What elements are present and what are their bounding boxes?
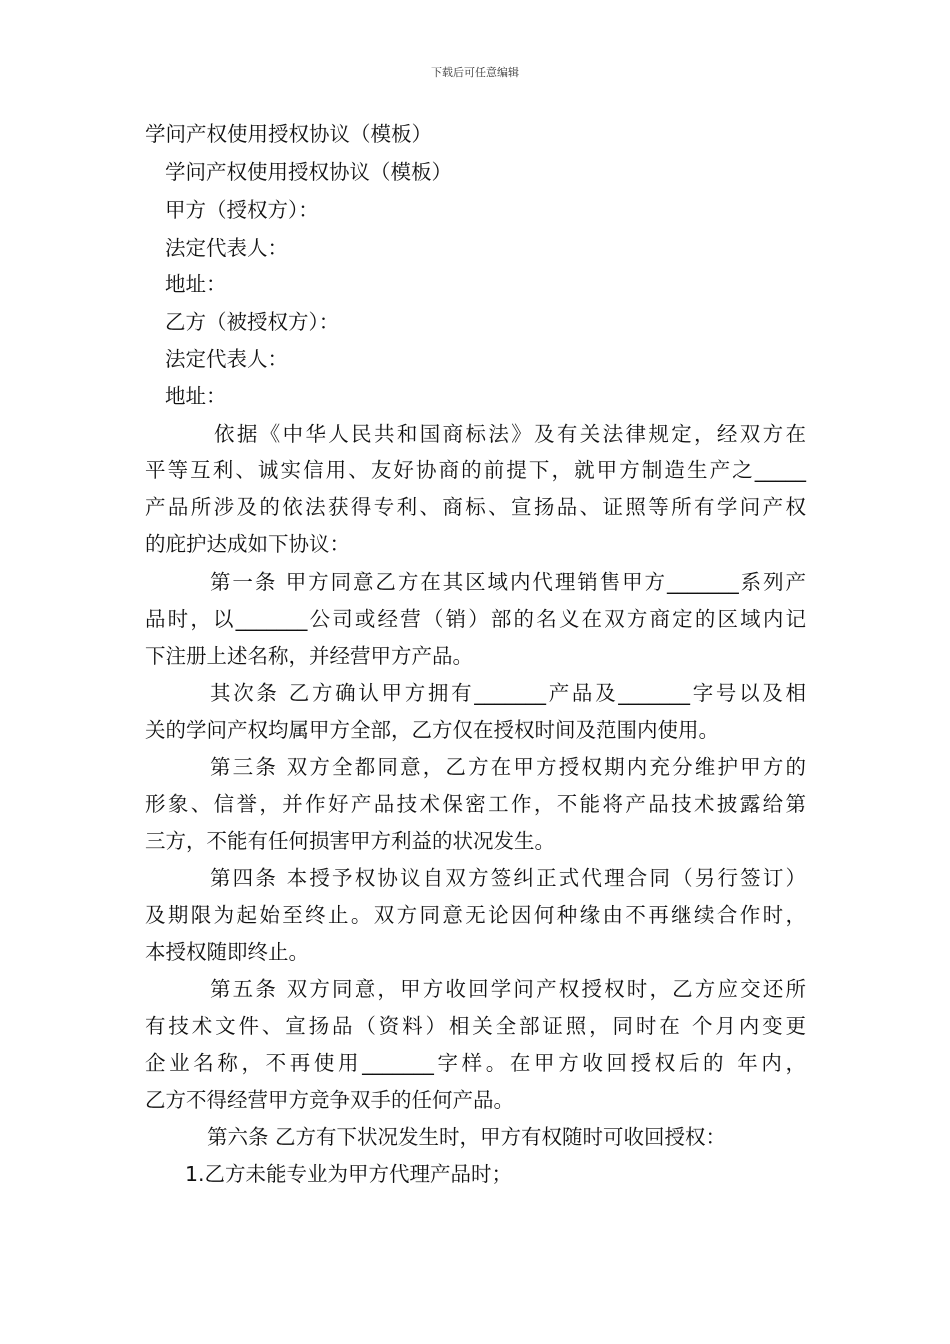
article-5-line: 有技术文件、宣扬品（资料）相关全部证照，同时在 个月内变更 — [145, 1014, 806, 1038]
list-item: 1.乙方未能专业为甲方代理产品时； — [185, 1162, 513, 1186]
article-1-line: 第一条 甲方同意乙方在其区域内代理销售甲方_______系列产 — [210, 570, 806, 594]
party-a-address: 地址： — [165, 272, 227, 296]
party-b-representative: 法定代表人： — [165, 347, 288, 371]
intro-line: 依据《中华人民共和国商标法》及有关法律规定，经双方在 — [214, 422, 806, 446]
party-a-label: 甲方（授权方）： — [165, 198, 319, 222]
article-5-line: 企业名称，不再使用_______字样。在甲方收回授权后的 年内， — [145, 1051, 806, 1075]
intro-line: 的庇护达成如下协议： — [145, 532, 350, 556]
article-3-line: 形象、信誉，并作好产品技术保密工作，不能将产品技术披露给第 — [145, 792, 806, 816]
party-b-label: 乙方（被授权方）： — [165, 310, 340, 334]
intro-line: 产品所涉及的依法获得专利、商标、宣扬品、证照等所有学问产权 — [145, 495, 806, 519]
article-6-line: 第六条 乙方有下状况发生时，甲方有权随时可收回授权： — [207, 1125, 727, 1149]
article-5-line: 乙方不得经营甲方竞争双手的任何产品。 — [145, 1088, 514, 1112]
article-3-line: 第三条 双方全都同意，乙方在甲方授权期内充分维护甲方的 — [210, 755, 806, 779]
article-2-line: 关的学问产权均属甲方全部，乙方仅在授权时间及范围内使用。 — [145, 718, 719, 742]
page-header: 下载后可任意编辑 — [431, 66, 519, 79]
article-2-line: 其次条 乙方确认甲方拥有_______产品及_______字号以及相 — [210, 681, 806, 705]
article-3-line: 三方，不能有任何损害甲方利益的状况发生。 — [145, 829, 555, 853]
article-4-line: 及期限为起始至终止。双方同意无论因何种缘由不再继续合作时， — [145, 903, 806, 927]
article-1-line: 品时，以_______公司或经营（销）部的名义在双方商定的区域内记 — [145, 607, 806, 631]
article-5-line: 第五条 双方同意，甲方收回学问产权授权时，乙方应交还所 — [210, 977, 806, 1001]
article-4-line: 第四条 本授予权协议自双方签纠正式代理合同（另行签订） — [210, 866, 806, 890]
document-title: 学问产权使用授权协议（模板） — [145, 122, 432, 146]
article-4-line: 本授权随即终止。 — [145, 940, 309, 964]
article-1-line: 下注册上述名称，并经营甲方产品。 — [145, 644, 473, 668]
party-b-address: 地址： — [165, 384, 227, 408]
party-a-representative: 法定代表人： — [165, 236, 288, 260]
intro-line: 平等互利、诚实信用、友好协商的前提下，就甲方制造生产之_____ — [145, 458, 806, 482]
document-subtitle: 学问产权使用授权协议（模板） — [165, 160, 452, 184]
